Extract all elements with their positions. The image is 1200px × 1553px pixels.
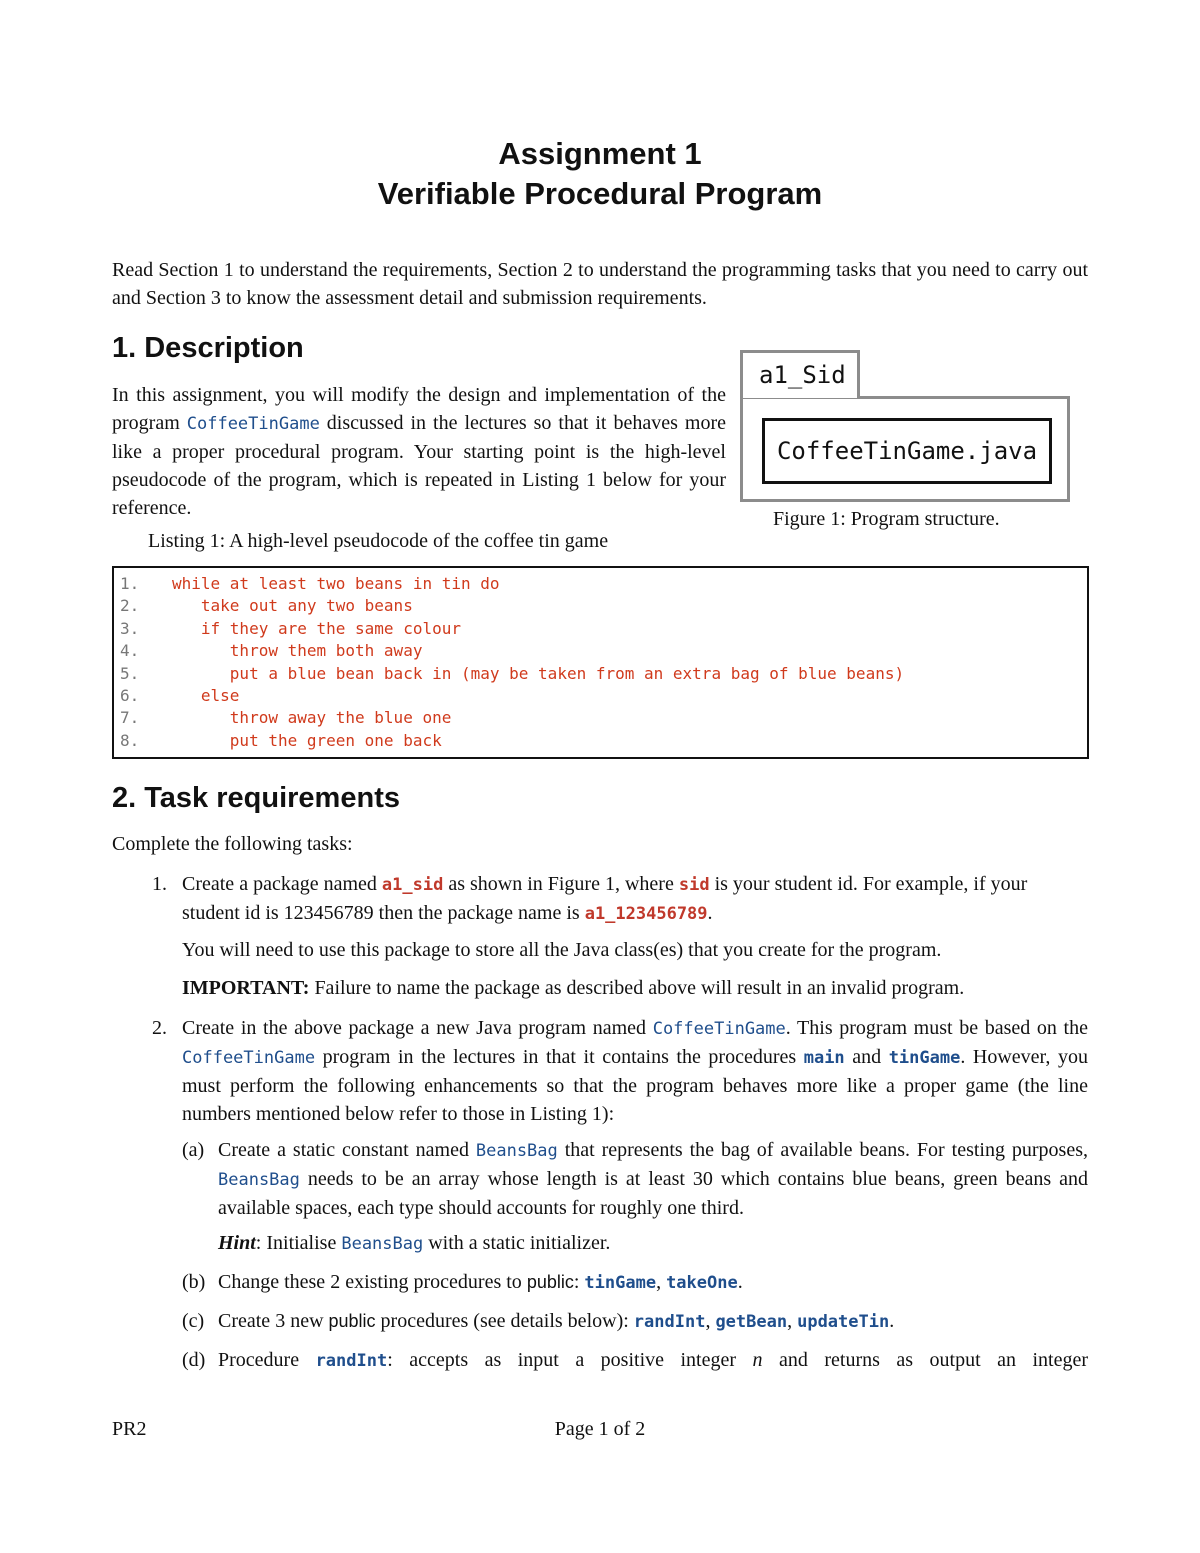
sub-d-text-1: Procedure <box>218 1349 316 1371</box>
line-number: 3. <box>120 618 140 638</box>
item-2-text-b: . This program must be based on the <box>785 1017 1088 1039</box>
package-name-text: a1_Sid <box>759 361 846 389</box>
listing-line <box>120 573 1081 595</box>
line-code: throw them both away <box>172 641 423 661</box>
file-name-text: CoffeeTinGame.java <box>776 437 1038 465</box>
code-randint: randInt <box>633 1312 706 1332</box>
code-coffeetingame: CoffeeTinGame <box>652 1019 786 1039</box>
sub-a-label: (a) <box>182 1139 205 1161</box>
figure-caption: Figure 1: Program structure. <box>773 508 1000 530</box>
code-coffeetingame: CoffeeTinGame <box>182 1048 316 1068</box>
item-2-number: 2. <box>152 1017 167 1039</box>
item-2-text-e: . However, you must perform the following enhancements so that the program behaves more like a proper game (the line numbers mentioned below refer to those in Listing 1): <box>182 1046 1088 1125</box>
code-randint: randInt <box>315 1351 388 1371</box>
package-code-a1-sid: a1_sid <box>381 875 444 895</box>
sub-c-text-2: procedures (see details below): <box>375 1310 634 1332</box>
pseudocode-listing <box>112 566 1089 759</box>
sub-a-text-1: Create a static constant named <box>218 1139 476 1161</box>
figure-package-label <box>740 350 860 398</box>
sub-c-text-3: , <box>705 1310 716 1332</box>
line-number: 1. <box>120 574 140 593</box>
description-text-b: discussed in the lectures so that it behaves more like a proper procedural program. Your starting point is the high-level pseudocode of the program, which is repeated in Listing 1 below for your reference. <box>112 412 726 519</box>
item-1-text-a: Create a package named <box>182 873 382 895</box>
hint-label: Hint <box>218 1232 256 1254</box>
item-1-important <box>182 974 1088 1002</box>
line-code: while at least two beans in tin do <box>172 574 500 593</box>
item-2-text <box>182 1014 1088 1128</box>
description-text-a: In this assignment, you will modify the design and implementation of the program <box>112 384 726 434</box>
code-main: main <box>803 1048 845 1068</box>
sub-b-text-1: Change these 2 existing procedures to <box>218 1271 527 1293</box>
line-number: 6. <box>120 685 140 705</box>
description-paragraph <box>112 381 726 522</box>
line-number: 4. <box>120 641 140 661</box>
line-code: put the green one back <box>172 730 442 750</box>
item-1-text-b: as shown in Figure 1, where <box>443 873 679 895</box>
item-1-text-c: is your student id. For example, if your student id is 123456789 then the package name is <box>182 873 1028 924</box>
code-updatetin: updateTin <box>797 1312 890 1332</box>
item-2-text-a: Create in the above package a new Java program named <box>182 1017 653 1039</box>
sub-d-text-2: : accepts as input a positive integer <box>387 1349 753 1371</box>
sub-b-label: (b) <box>182 1271 206 1293</box>
sub-c-text <box>218 1307 1088 1336</box>
sub-b-text <box>218 1268 1088 1297</box>
listing-line <box>120 707 1081 729</box>
footer-course-code: PR2 <box>112 1418 147 1440</box>
sub-a-text-2: that represents the bag of available beans. For testing purposes, <box>557 1139 1089 1161</box>
intro-paragraph: Read Section 1 to understand the requirements, Section 2 to understand the programming tasks that you need to carry out and Section 3 to know the assessment detail and submission requirements. <box>112 259 1088 309</box>
code-getbean: getBean <box>715 1312 788 1332</box>
sub-a-text-3: needs to be an array whose length is at least 30 which contains blue beans, green beans and available spaces, each type should accounts for roughly one third. <box>218 1168 1088 1219</box>
footer-page-number: Page 1 of 2 <box>554 1418 646 1440</box>
item-2-text-d: and <box>844 1046 889 1068</box>
line-number: 5. <box>120 663 140 683</box>
line-code: throw away the blue one <box>172 708 452 728</box>
line-code: put a blue bean back in (may be taken from an extra bag of blue beans) <box>172 663 905 683</box>
item-1-text <box>182 870 1088 928</box>
item-1-number: 1. <box>152 873 167 895</box>
sub-b-text-2: : <box>573 1271 585 1293</box>
keyword-public: public <box>328 1311 376 1331</box>
code-tingame: tinGame <box>584 1273 657 1293</box>
important-text: Failure to name the package as described above will result in an invalid program. <box>309 977 965 999</box>
line-code: if they are the same colour <box>172 618 461 638</box>
listing-line <box>120 640 1081 662</box>
sub-d-text <box>218 1346 1088 1375</box>
sub-c-label: (c) <box>182 1310 205 1332</box>
line-code: else <box>172 685 240 705</box>
listing-line <box>120 685 1081 707</box>
sub-d-text-3: and returns as output an integer <box>762 1349 1089 1371</box>
sub-c-text-5: . <box>889 1310 895 1332</box>
hint-text-b: with a static initializer. <box>423 1232 611 1254</box>
listing-line <box>120 663 1081 685</box>
sub-c-text-1: Create 3 new <box>218 1310 329 1332</box>
line-number: 2. <box>120 596 140 616</box>
sub-d-label: (d) <box>182 1349 206 1371</box>
listing-caption: Listing 1: A high-level pseudocode of the coffee tin game <box>148 530 609 552</box>
listing-line <box>120 730 1081 752</box>
package-code-sid: sid <box>678 875 710 895</box>
item-1-note: You will need to use this package to store all the Java class(es) that you create for the program. <box>182 939 942 961</box>
code-beansbag: BeansBag <box>475 1141 558 1161</box>
code-beansbag: BeansBag <box>341 1234 424 1254</box>
keyword-public: public <box>526 1272 574 1292</box>
section-2-heading: 2. Task requirements <box>112 782 400 814</box>
section-1-heading: 1. Description <box>112 332 304 364</box>
important-label: IMPORTANT: <box>182 977 310 999</box>
line-number: 8. <box>120 730 140 750</box>
sub-b-text-4: . <box>737 1271 743 1293</box>
code-tingame: tinGame <box>888 1048 961 1068</box>
assignment-subtitle: Verifiable Procedural Program <box>377 176 823 211</box>
sub-a-text <box>218 1136 1088 1222</box>
code-beansbag: BeansBag <box>218 1170 300 1190</box>
item-1-text-d: . <box>707 902 713 924</box>
sub-c-text-4: , <box>787 1310 798 1332</box>
item-2-text-c: program in the lectures in that it contains the procedures <box>315 1046 804 1068</box>
line-number: 7. <box>120 708 140 728</box>
sub-a-hint <box>218 1229 1088 1258</box>
variable-n: n <box>752 1349 763 1371</box>
tasks-lead: Complete the following tasks: <box>112 833 353 855</box>
listing-line <box>120 595 1081 617</box>
line-code: take out any two beans <box>172 596 413 616</box>
package-code-example: a1_123456789 <box>584 904 708 924</box>
figure-file-box <box>762 418 1052 484</box>
hint-text-a: : Initialise <box>255 1232 342 1254</box>
listing-line <box>120 618 1081 640</box>
assignment-title: Assignment 1 <box>498 136 702 171</box>
sub-b-text-3: , <box>656 1271 667 1293</box>
description-code-coffeetingame: CoffeeTinGame <box>186 414 320 434</box>
code-takeone: takeOne <box>666 1273 738 1293</box>
